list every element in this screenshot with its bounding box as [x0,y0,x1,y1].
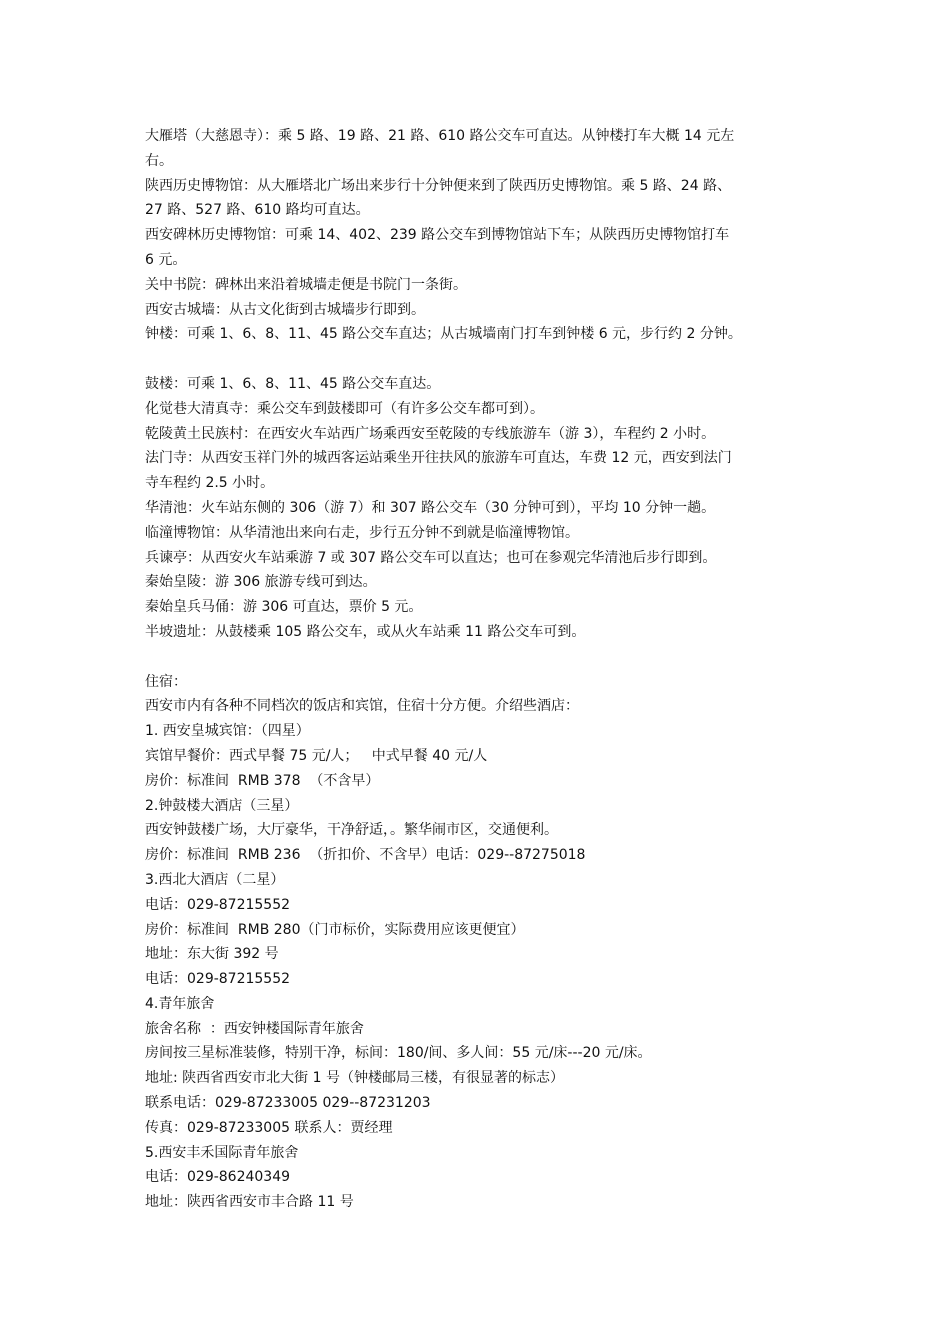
text-line: 秦始皇陵：游 306 旅游专线可到达。 [145,574,377,591]
text-line: 西安市内有各种不同档次的饭店和宾馆，住宿十分方便。介绍些酒店： [145,698,579,715]
blank-line [145,347,825,372]
text-line: 电话：029-87215552 [145,971,291,988]
text-line: 房价：标准间 RMB 280（门市标价，实际费用应该更便宜） [145,921,525,938]
hotel-heading: 5.西安丰禾国际青年旅舍 [145,1144,299,1161]
hotel-heading: 3.西北大酒店（二星） [145,871,285,888]
text-line: 半坡遗址：从鼓楼乘 105 路公交车，或从火车站乘 11 路公交车可到。 [145,623,586,640]
hotel-heading: 2.钟鼓楼大酒店（三星） [145,797,299,814]
text-line: 兵谏亭：从西安火车站乘游 7 或 307 路公交车可以直达；也可在参观完华清池后步行即到。 [145,549,717,566]
text-line: 钟楼：可乘 1、6、8、11、45 路公交车直达；从古城墙南门打车到钟楼 6 元，步行约 2 分钟。 [145,326,742,343]
text-line: 电话：029-87215552 [145,896,291,913]
text-line: 地址：东大街 392 号 [145,946,279,963]
text-line: 房价：标准间 RMB 236 （折扣价、不含早）电话：029--87275018 [145,847,586,864]
hotel-heading: 4.青年旅舍 [145,995,215,1012]
text-line: 6 元。 [145,251,187,268]
text-line: 西安碑林历史博物馆：可乘 14、402、239 路公交车到博物馆站下车；从陕西历史博物馆打车 [145,227,730,244]
text-line: 华清池：火车站东侧的 306（游 7）和 307 路公交车（30 分钟可到），平均 10 分钟一趟。 [145,499,716,516]
section-heading-accommodation: 住宿： [145,673,187,690]
text-line: 西安钟鼓楼广场，大厅豪华，干净舒适，。繁华闹市区，交通便利。 [145,822,558,839]
text-line: 临潼博物馆：从华清池出来向右走，步行五分钟不到就是临潼博物馆。 [145,524,579,541]
text-line: 法门寺：从西安玉祥门外的城西客运站乘坐开往扶风的旅游车可直达，车费 12 元，西安到法门 [145,450,732,467]
text-line: 鼓楼：可乘 1、6、8、11、45 路公交车直达。 [145,375,441,392]
document-body [145,124,825,1215]
text-line: 旅舍名称 ：西安钟楼国际青年旅舍 [145,1020,364,1037]
text-line: 乾陵黄土民族村：在西安火车站西广场乘西安至乾陵的专线旅游车（游 3），车程约 2 小时。 [145,425,716,442]
text-line: 寺车程约 2.5 小时。 [145,475,275,492]
text-line: 房价：标准间 RMB 378 （不含早） [145,772,380,789]
text-line: 关中书院：碑林出来沿着城墙走便是书院门一条街。 [145,276,467,293]
text-line: 陕西历史博物馆：从大雁塔北广场出来步行十分钟便来到了陕西历史博物馆。乘 5 路、24 路、 [145,177,732,194]
text-line: 传真：029-87233005 联系人：贾经理 [145,1119,393,1136]
text-line: 27 路、527 路、610 路均可直达。 [145,202,370,219]
text-line: 化觉巷大清真寺：乘公交车到鼓楼即可（有许多公交车都可到）。 [145,400,544,417]
hotel-heading: 1. 西安皇城宾馆：（四星） [145,723,310,740]
text-line: 西安古城墙：从古文化街到古城墙步行即到。 [145,301,425,318]
text-line: 大雁塔（大慈恩寺）：乘 5 路、19 路、21 路、610 路公交车可直达。从钟楼打车大概 14 元左 [145,128,735,144]
blank-line [145,645,825,670]
text-line: 房间按三星标准装修，特别干净，标间：180/间、多人间：55 元/床---20 元/床。 [145,1045,652,1062]
text-line: 地址: 陕西省西安市北大街 1 号（钟楼邮局三楼，有很显著的标志） [145,1070,564,1087]
text-line: 右。 [145,152,173,169]
text-line: 宾馆早餐价：西式早餐 75 元/人； 中式早餐 40 元/人 [145,747,488,764]
text-line: 地址：陕西省西安市丰合路 11 号 [145,1194,354,1211]
text-line: 电话：029-86240349 [145,1169,291,1186]
text-line: 秦始皇兵马俑：游 306 可直达，票价 5 元。 [145,599,423,616]
text-line: 联系电话：029-87233005 029--87231203 [145,1095,431,1112]
